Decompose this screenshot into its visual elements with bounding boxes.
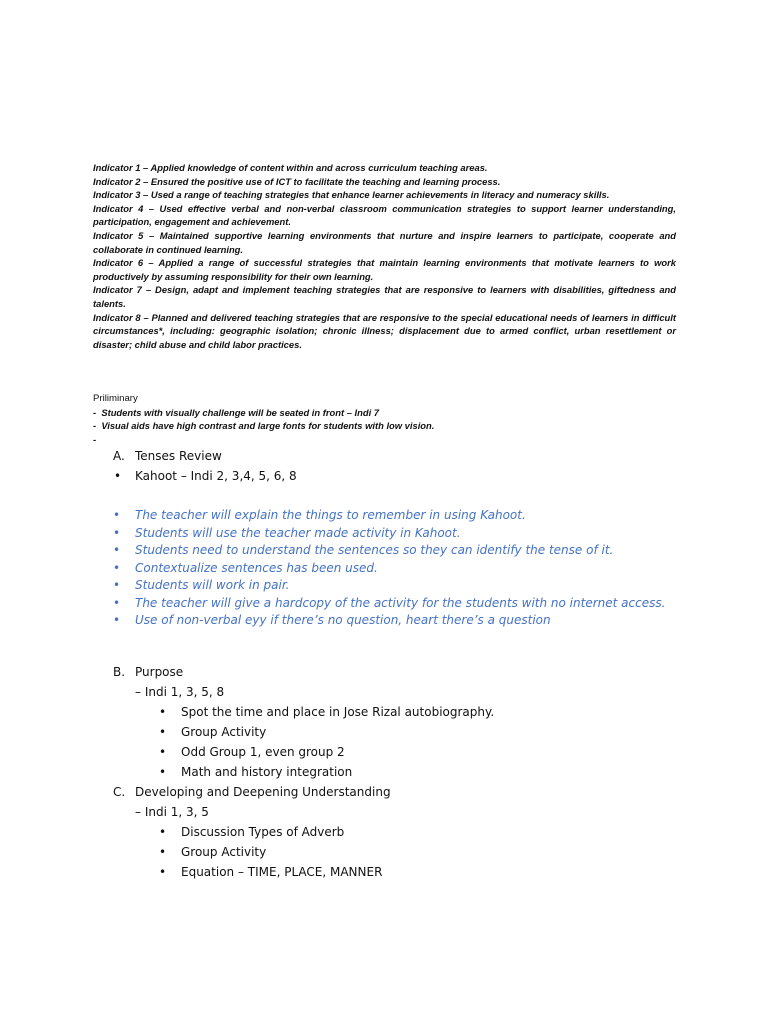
bullet-icon: •	[159, 745, 167, 759]
bullet-icon: •	[159, 825, 167, 839]
section-a-title: Tenses Review	[135, 449, 222, 463]
section-a-bullet: Kahoot – Indi 2, 3,4, 5, 6, 8	[135, 469, 297, 483]
preliminary-title: Priliminary	[93, 393, 138, 404]
indicator-4: Indicator 4 – Used effective verbal and non-verbal classroom communication strategies to support learner understanding, participation, engagement and achievement.	[93, 202, 676, 228]
bullet-icon: •	[113, 578, 121, 592]
preliminary-item: - Students with visually challenge will be seated in front – Indi 7	[93, 406, 379, 418]
bullet-icon: •	[159, 705, 167, 719]
indicators-list	[93, 161, 676, 351]
bullet-icon: •	[113, 560, 121, 575]
indicator-6: Indicator 6 – Applied a range of successful strategies that maintain learning environments that motivate learners to work productively by assuming responsibility for their own learning.	[93, 257, 676, 282]
list-item: Equation – TIME, PLACE, MANNER	[181, 865, 383, 879]
bullet-icon: •	[114, 469, 122, 483]
indicator-1: Indicator 1 – Applied knowledge of content within and across curriculum teaching areas.	[93, 162, 488, 173]
note-text: Students will use the teacher made activity in Kahoot.	[135, 525, 461, 540]
preliminary-item: -	[93, 433, 97, 445]
note-text: Students will work in pair.	[135, 578, 290, 592]
bullet-icon: •	[159, 765, 167, 779]
list-item: Math and history integration	[181, 765, 353, 779]
section-b-title: Purpose	[135, 665, 184, 679]
bullet-icon: •	[113, 508, 121, 522]
note-text: Students need to understand the sentences so they can identify the tense of it.	[135, 543, 614, 557]
indicator-7: Indicator 7 – Design, adapt and implement teaching strategies that are responsive to learners with disabilities, giftedness and talents.	[93, 284, 676, 309]
indicator-3: Indicator 3 – Used a range of teaching strategies that enhance learner achievements in literacy and numeracy skills.	[93, 189, 610, 201]
section-b-indicators: – Indi 1, 3, 5, 8	[135, 685, 225, 699]
section-b-letter: B.	[113, 665, 126, 679]
section-c-indicators: – Indi 1, 3, 5	[135, 805, 209, 819]
section-c-title: Developing and Deepening Understanding	[135, 785, 391, 799]
bullet-icon: •	[159, 725, 167, 739]
list-item: Discussion Types of Adverb	[181, 825, 345, 839]
bullet-icon: •	[159, 865, 167, 879]
bullet-icon: •	[113, 613, 121, 627]
indicator-2: Indicator 2 – Ensured the positive use of ICT to facilitate the teaching and learning process.	[93, 175, 501, 187]
bullet-icon: •	[113, 525, 121, 540]
list-item: Spot the time and place in Jose Rizal autobiography.	[181, 705, 495, 719]
note-text: The teacher will explain the things to remember in using Kahoot.	[135, 508, 526, 522]
note-text: Use of non-verbal eyy if there’s no question, heart there’s a question	[135, 613, 551, 627]
bullet-icon: •	[113, 595, 121, 610]
bullet-icon: •	[159, 845, 167, 859]
indicator-8: Indicator 8 – Planned and delivered teaching strategies that are responsive to the special educational needs of learners in difficult circumstances*, including: geographic isolation; chronic illness; displacement due to armed conflict, urban resettlement or disaster; child abuse and child labor practices.	[93, 311, 676, 350]
list-item: Group Activity	[181, 845, 267, 859]
list-item: Group Activity	[181, 725, 267, 739]
preliminary-item: - Visual aids have high contrast and large fonts for students with low vision.	[93, 420, 435, 432]
list-item: Odd Group 1, even group 2	[181, 745, 345, 759]
bullet-icon: •	[113, 543, 121, 557]
preliminary-section	[93, 392, 676, 446]
note-text: Contextualize sentences has been used.	[135, 560, 378, 575]
section-c-letter: C.	[113, 785, 126, 799]
note-text: The teacher will give a hardcopy of the activity for the students with no internet access.	[135, 595, 666, 610]
indicator-5: Indicator 5 – Maintained supportive learning environments that nurture and inspire learners to participate, cooperate and collaborate in continued learning.	[93, 229, 676, 255]
section-a-letter: A.	[113, 449, 125, 463]
